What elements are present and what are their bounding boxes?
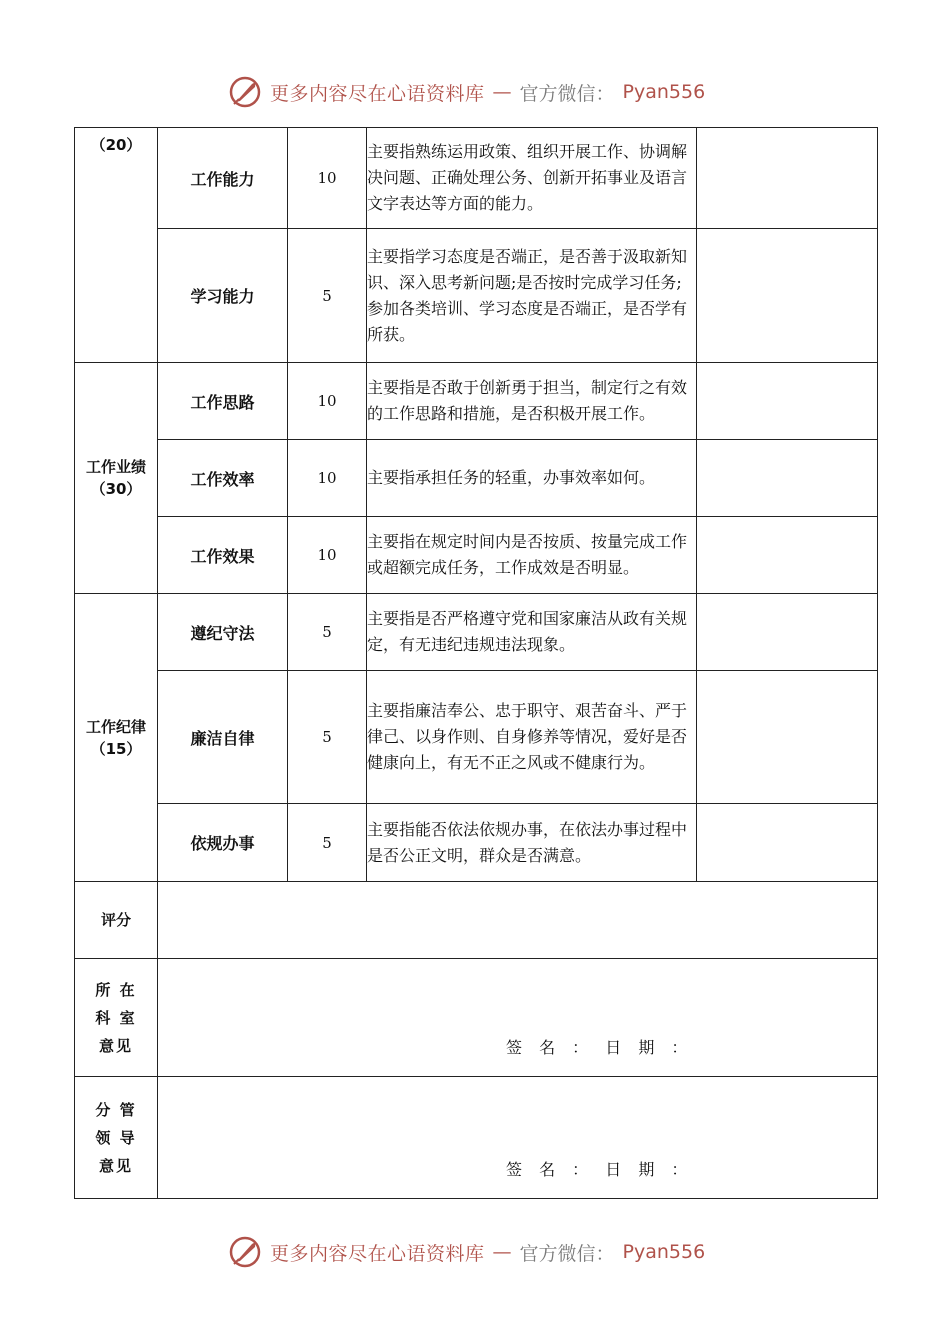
category-cell: 工作纪律 （15） (75, 594, 158, 882)
rating-cell[interactable] (697, 440, 878, 517)
watermark-text: 更多内容尽在心语资料库 (270, 82, 485, 105)
category-cell: 工作业绩 （30） (75, 363, 158, 594)
item-score: 10 (288, 128, 367, 229)
quill-logo-icon (228, 75, 262, 109)
item-name: 工作效果 (158, 517, 288, 594)
item-description: 主要指承担任务的轻重，办事效率如何。 (367, 440, 697, 517)
item-score: 10 (288, 363, 367, 440)
item-name: 依规办事 (158, 804, 288, 882)
item-name: 工作思路 (158, 363, 288, 440)
leader-opinion-label: 分 管 领 导 意见 (75, 1077, 158, 1199)
item-score: 5 (288, 594, 367, 671)
table-row (75, 440, 878, 517)
table-row (75, 229, 878, 363)
item-name: 廉洁自律 (158, 671, 288, 804)
rating-cell[interactable] (697, 671, 878, 804)
rating-cell[interactable] (697, 128, 878, 229)
table-row (75, 671, 878, 804)
dept-opinion-cell[interactable] (158, 959, 878, 1077)
rating-input-cell[interactable] (158, 882, 878, 959)
item-name: 学习能力 (158, 229, 288, 363)
table-row (75, 128, 878, 229)
watermark-separator: — (492, 81, 512, 103)
table-row (75, 804, 878, 882)
evaluation-table (74, 127, 878, 1199)
watermark-top (228, 74, 748, 110)
dept-opinion-label: 所 在 科 室 意见 (75, 959, 158, 1077)
table-row (75, 882, 878, 959)
rating-label: 评分 (75, 882, 158, 959)
watermark-label: 官方微信： (519, 1242, 615, 1265)
table-row (75, 594, 878, 671)
sign-date-line: 签 名 ： 日 期 ： (506, 1160, 694, 1179)
item-description: 主要指熟练运用政策、组织开展工作、协调解决问题、正确处理公务、创新开拓事业及语言文字表达等方面的能力。 (367, 128, 697, 229)
item-description: 主要指是否敢于创新勇于担当，制定行之有效的工作思路和措施，是否积极开展工作。 (367, 363, 697, 440)
item-description: 主要指在规定时间内是否按质、按量完成工作或超额完成任务，工作成效是否明显。 (367, 517, 697, 594)
rating-cell[interactable] (697, 363, 878, 440)
leader-opinion-cell[interactable] (158, 1077, 878, 1199)
item-name: 工作效率 (158, 440, 288, 517)
rating-cell[interactable] (697, 804, 878, 882)
item-score: 10 (288, 440, 367, 517)
rating-cell[interactable] (697, 594, 878, 671)
watermark-id: Pyan556 (622, 1241, 706, 1263)
sign-date-line: 签 名 ： 日 期 ： (506, 1038, 694, 1057)
watermark-label: 官方微信： (519, 82, 615, 105)
watermark-text: 更多内容尽在心语资料库 (270, 1242, 485, 1265)
item-score: 5 (288, 671, 367, 804)
item-score: 10 (288, 517, 367, 594)
quill-logo-icon (228, 1235, 262, 1269)
item-description: 主要指廉洁奉公、忠于职守、艰苦奋斗、严于律己、以身作则、自身修养等情况，爱好是否健康向上，有无不正之风或不健康行为。 (367, 671, 697, 804)
item-description: 主要指是否严格遵守党和国家廉洁从政有关规定，有无违纪违规违法现象。 (367, 594, 697, 671)
table-row (75, 959, 878, 1077)
item-score: 5 (288, 804, 367, 882)
watermark-id: Pyan556 (622, 81, 706, 103)
category-cell: （20） (75, 128, 158, 363)
item-score: 5 (288, 229, 367, 363)
table-row (75, 363, 878, 440)
rating-cell[interactable] (697, 517, 878, 594)
watermark-separator: — (492, 1241, 512, 1263)
item-name: 工作能力 (158, 128, 288, 229)
watermark-bottom (228, 1234, 748, 1270)
item-description: 主要指能否依法依规办事，在依法办事过程中是否公正文明，群众是否满意。 (367, 804, 697, 882)
item-description: 主要指学习态度是否端正，是否善于汲取新知识、深入思考新问题;是否按时完成学习任务;参加各类培训、学习态度是否端正，是否学有所获。 (367, 229, 697, 363)
rating-cell[interactable] (697, 229, 878, 363)
table-row (75, 1077, 878, 1199)
table-row (75, 517, 878, 594)
item-name: 遵纪守法 (158, 594, 288, 671)
